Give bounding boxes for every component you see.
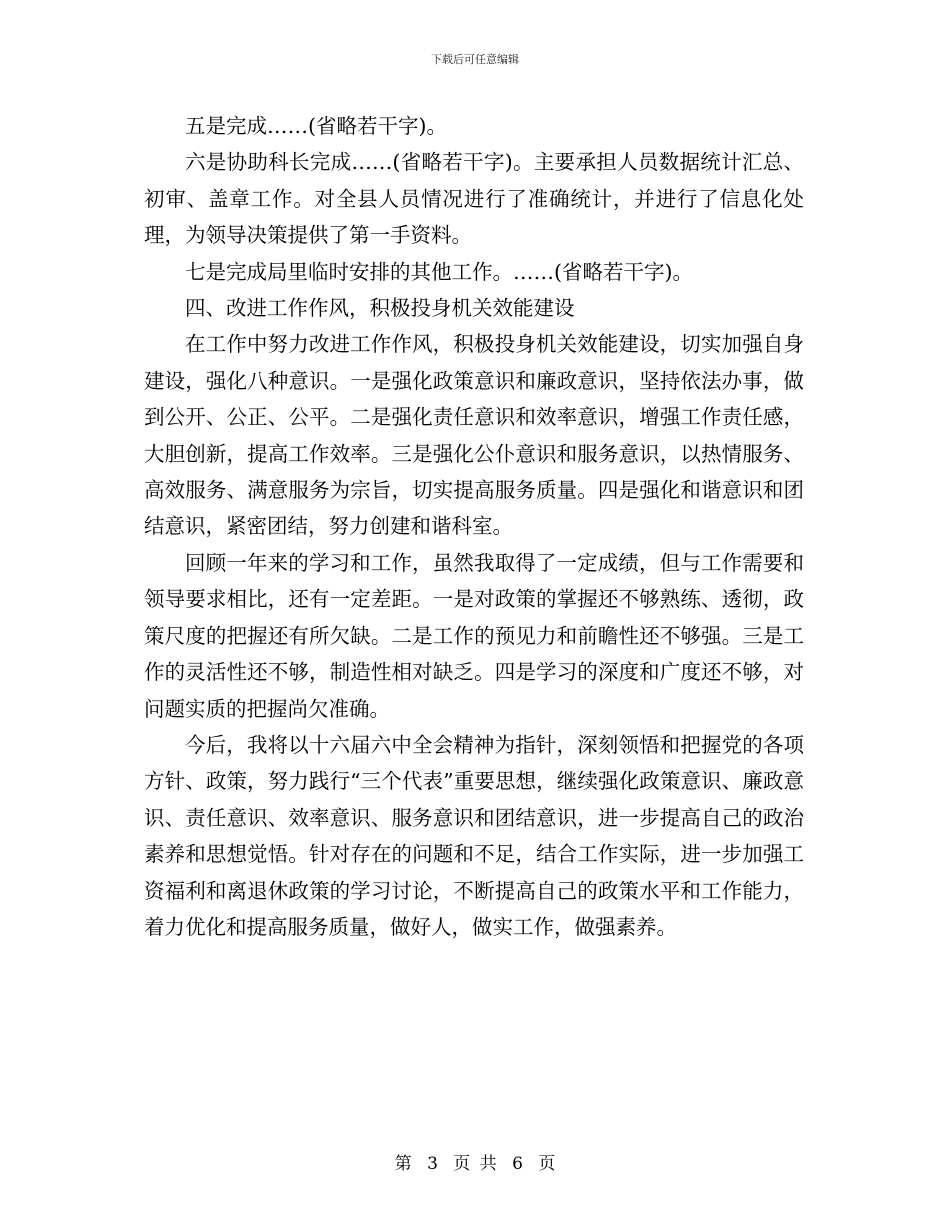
page-number: 3 — [427, 1154, 438, 1174]
footer-suffix: 页 — [538, 1154, 556, 1174]
paragraph-3: 七是完成局里临时安排的其他工作。……(省略若干字)。 — [185, 259, 693, 284]
paragraph-5: 在工作中努力改进工作作风，积极投身机关效能建设，切实加强自身建设，强化八种意识。一是强化政策意识和廉政意识，坚持依法办事，做到公开、公正、公平。二是强化责任意识和效率意识，增强工作责任感，大胆创新，提高工作效率。三是强化公仆意识和服务意识，以热情服务、高效服务、满意服务为宗旨，切实提高服务质量。四是强化和谐意识和团结意识，紧密团结，努力创建和谐科室。 — [144, 332, 804, 539]
paragraph-6: 回顾一年来的学习和工作，虽然我取得了一定成绩，但与工作需要和领导要求相比，还有一定差距。一是对政策的掌握还不够熟练、透彻，政策尺度的把握还有所欠缺。二是工作的预见力和前瞻性还不够强。三是工作的灵活性还不够，制造性相对缺乏。四是学习的深度和广度还不够，对问题实质的把握尚欠准确。 — [144, 550, 804, 721]
footer-prefix: 第 — [394, 1154, 412, 1174]
page-header — [0, 52, 950, 68]
page-footer — [0, 1152, 950, 1176]
paragraph-1: 五是完成……(省略若干字)。 — [185, 114, 447, 138]
paragraph-7: 今后，我将以十六届六中全会精神为指针，深刻领悟和把握党的各项方针、政策，努力践行“三个代表”重要思想，继续强化政策意识、廉政意识、责任意识、效率意识、服务意识和团结意识，进一步提高自己的政治素养和思想觉悟。针对存在的问题和不足，结合工作实际，进一步加强工资福利和离退休政策的学习讨论，不断提高自己的政策水平和工作能力，着力优化和提高服务质量，做好人，做实工作，做强素养。 — [144, 732, 804, 939]
footer-middle: 页 共 — [453, 1154, 497, 1174]
page-total: 6 — [512, 1154, 523, 1174]
paragraph-2: 六是协助科长完成……(省略若干字)。主要承担人员数据统计汇总、初审、盖章工作。对全县人员情况进行了准确统计，并进行了信息化处理，为领导决策提供了第一手资料。 — [144, 150, 804, 248]
header-text: 下载后可任意编辑 — [431, 53, 519, 66]
document-body — [144, 108, 804, 945]
section-heading: 四、改进工作作风，积极投身机关效能建设 — [185, 296, 575, 321]
